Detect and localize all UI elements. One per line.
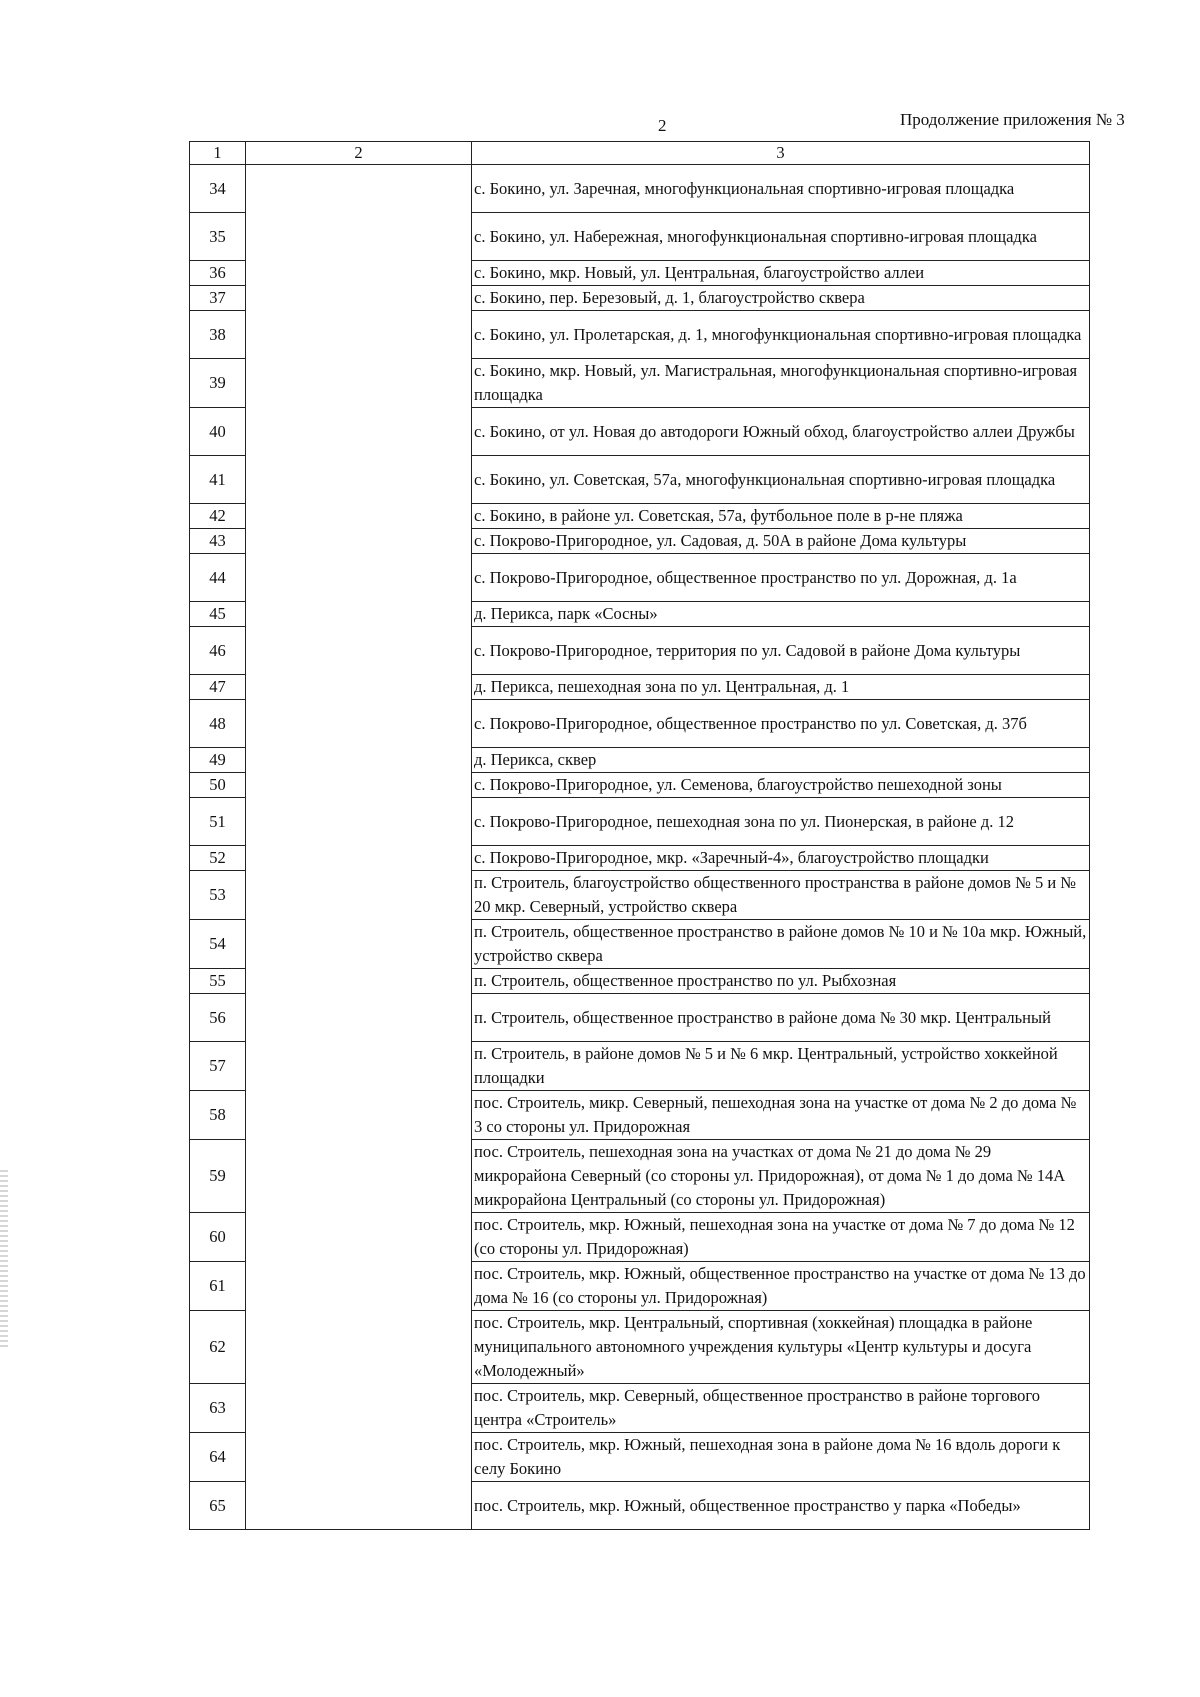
table-row <box>190 1311 1090 1384</box>
row-number: 52 <box>190 846 246 871</box>
empty-cell <box>246 1091 472 1140</box>
object-description: пос. Строитель, микр. Северный, пешеходная зона на участке от дома № 2 до дома № 3 со стороны ул. Придорожная <box>472 1091 1090 1140</box>
row-number: 51 <box>190 798 246 846</box>
row-number: 56 <box>190 994 246 1042</box>
row-number: 65 <box>190 1482 246 1530</box>
table-header-row <box>190 142 1090 165</box>
table-row <box>190 871 1090 920</box>
object-description: с. Бокино, мкр. Новый, ул. Магистральная, многофункциональная спортивно-игровая площадка <box>472 359 1090 408</box>
table-row <box>190 773 1090 798</box>
table-row <box>190 408 1090 456</box>
object-description: пос. Строитель, мкр. Южный, пешеходная зона на участке от дома № 7 до дома № 12 (со стороны ул. Придорожная) <box>472 1213 1090 1262</box>
object-description: с. Бокино, ул. Набережная, многофункциональная спортивно-игровая площадка <box>472 213 1090 261</box>
object-description: д. Перикса, пешеходная зона по ул. Центральная, д. 1 <box>472 675 1090 700</box>
object-description: п. Строитель, общественное пространство по ул. Рыбхозная <box>472 969 1090 994</box>
empty-cell <box>246 773 472 798</box>
table-row <box>190 1433 1090 1482</box>
table-row <box>190 529 1090 554</box>
object-description: п. Строитель, благоустройство общественного пространства в районе домов № 5 и № 20 мкр. Северный, устройство сквера <box>472 871 1090 920</box>
table-row <box>190 1213 1090 1262</box>
table-row <box>190 1262 1090 1311</box>
object-description: с. Бокино, от ул. Новая до автодороги Южный обход, благоустройство аллеи Дружбы <box>472 408 1090 456</box>
table-row <box>190 286 1090 311</box>
table-row <box>190 798 1090 846</box>
object-description: с. Покрово-Пригородное, пешеходная зона по ул. Пионерская, в районе д. 12 <box>472 798 1090 846</box>
table-row <box>190 261 1090 286</box>
row-number: 64 <box>190 1433 246 1482</box>
object-description: п. Строитель, общественное пространство в районе дома № 30 мкр. Центральный <box>472 994 1090 1042</box>
row-number: 60 <box>190 1213 246 1262</box>
empty-cell <box>246 602 472 627</box>
row-number: 59 <box>190 1140 246 1213</box>
empty-cell <box>246 846 472 871</box>
table-row <box>190 675 1090 700</box>
column-header-1: 1 <box>190 142 246 165</box>
object-description: с. Покрово-Пригородное, общественное пространство по ул. Дорожная, д. 1а <box>472 554 1090 602</box>
empty-cell <box>246 1384 472 1433</box>
object-description: пос. Строитель, мкр. Центральный, спортивная (хоккейная) площадка в районе муниципального автономного учреждения культуры «Центр культуры и досуга «Молодежный» <box>472 1311 1090 1384</box>
table-row <box>190 920 1090 969</box>
page-number: 2 <box>658 116 667 135</box>
table-row <box>190 748 1090 773</box>
empty-cell <box>246 311 472 359</box>
row-number: 50 <box>190 773 246 798</box>
row-number: 44 <box>190 554 246 602</box>
object-description: с. Бокино, пер. Березовый, д. 1, благоустройство сквера <box>472 286 1090 311</box>
table-row <box>190 456 1090 504</box>
object-description: пос. Строитель, мкр. Южный, пешеходная зона в районе дома № 16 вдоль дороги к селу Бокино <box>472 1433 1090 1482</box>
row-number: 61 <box>190 1262 246 1311</box>
object-description: с. Бокино, ул. Заречная, многофункциональная спортивно-игровая площадка <box>472 165 1090 213</box>
row-number: 35 <box>190 213 246 261</box>
object-description: д. Перикса, парк «Сосны» <box>472 602 1090 627</box>
empty-cell <box>246 408 472 456</box>
row-number: 48 <box>190 700 246 748</box>
empty-cell <box>246 554 472 602</box>
row-number: 62 <box>190 1311 246 1384</box>
empty-cell <box>246 871 472 920</box>
row-number: 57 <box>190 1042 246 1091</box>
empty-cell <box>246 1042 472 1091</box>
table-row <box>190 1140 1090 1213</box>
row-number: 39 <box>190 359 246 408</box>
table-row <box>190 627 1090 675</box>
row-number: 45 <box>190 602 246 627</box>
object-description: пос. Строитель, пешеходная зона на участках от дома № 21 до дома № 29 микрорайона Северный (со стороны ул. Придорожная), от дома № 1 до дома № 14А микрорайона Центральный (со стороны ул. Придорожная) <box>472 1140 1090 1213</box>
empty-cell <box>246 627 472 675</box>
row-number: 63 <box>190 1384 246 1433</box>
row-number: 41 <box>190 456 246 504</box>
row-number: 47 <box>190 675 246 700</box>
table-row <box>190 969 1090 994</box>
table-row <box>190 1384 1090 1433</box>
empty-cell <box>246 920 472 969</box>
object-description: с. Покрово-Пригородное, ул. Семенова, благоустройство пешеходной зоны <box>472 773 1090 798</box>
object-description: с. Бокино, ул. Пролетарская, д. 1, многофункциональная спортивно-игровая площадка <box>472 311 1090 359</box>
empty-cell <box>246 1433 472 1482</box>
empty-cell <box>246 1262 472 1311</box>
table-row <box>190 311 1090 359</box>
empty-cell <box>246 529 472 554</box>
object-description: с. Бокино, мкр. Новый, ул. Центральная, благоустройство аллеи <box>472 261 1090 286</box>
empty-cell <box>246 1311 472 1384</box>
table-row <box>190 504 1090 529</box>
table-row <box>190 165 1090 213</box>
empty-cell <box>246 359 472 408</box>
table-row <box>190 1091 1090 1140</box>
table-row <box>190 1482 1090 1530</box>
empty-cell <box>246 994 472 1042</box>
object-description: пос. Строитель, мкр. Северный, общественное пространство в районе торгового центра «Строитель» <box>472 1384 1090 1433</box>
row-number: 49 <box>190 748 246 773</box>
object-description: с. Покрово-Пригородное, ул. Садовая, д. 50А в районе Дома культуры <box>472 529 1090 554</box>
table-row <box>190 554 1090 602</box>
column-header-2: 2 <box>246 142 472 165</box>
object-description: с. Бокино, в районе ул. Советская, 57а, футбольное поле в р-не пляжа <box>472 504 1090 529</box>
row-number: 54 <box>190 920 246 969</box>
empty-cell <box>246 798 472 846</box>
row-number: 36 <box>190 261 246 286</box>
row-number: 55 <box>190 969 246 994</box>
empty-cell <box>246 675 472 700</box>
row-number: 42 <box>190 504 246 529</box>
scan-edge-artifact <box>0 1170 8 1350</box>
table-row <box>190 213 1090 261</box>
empty-cell <box>246 1140 472 1213</box>
empty-cell <box>246 286 472 311</box>
object-description: п. Строитель, общественное пространство в районе домов № 10 и № 10а мкр. Южный, устройство сквера <box>472 920 1090 969</box>
object-description: пос. Строитель, мкр. Южный, общественное пространство на участке от дома № 13 до дома № 16 (со стороны ул. Придорожная) <box>472 1262 1090 1311</box>
empty-cell <box>246 1482 472 1530</box>
empty-cell <box>246 700 472 748</box>
empty-cell <box>246 748 472 773</box>
empty-cell <box>246 504 472 529</box>
column-header-3: 3 <box>472 142 1090 165</box>
row-number: 34 <box>190 165 246 213</box>
table-row <box>190 602 1090 627</box>
table-row <box>190 1042 1090 1091</box>
objects-table <box>189 141 1090 1530</box>
object-description: д. Перикса, сквер <box>472 748 1090 773</box>
object-description: пос. Строитель, мкр. Южный, общественное пространство у парка «Победы» <box>472 1482 1090 1530</box>
row-number: 40 <box>190 408 246 456</box>
table-row <box>190 994 1090 1042</box>
object-description: с. Покрово-Пригородное, мкр. «Заречный-4», благоустройство площадки <box>472 846 1090 871</box>
empty-cell <box>246 456 472 504</box>
row-number: 43 <box>190 529 246 554</box>
empty-cell <box>246 165 472 213</box>
object-description: п. Строитель, в районе домов № 5 и № 6 мкр. Центральный, устройство хоккейной площадки <box>472 1042 1090 1091</box>
table-row <box>190 700 1090 748</box>
empty-cell <box>246 213 472 261</box>
object-description: с. Покрово-Пригородное, территория по ул. Садовой в районе Дома культуры <box>472 627 1090 675</box>
row-number: 53 <box>190 871 246 920</box>
row-number: 46 <box>190 627 246 675</box>
empty-cell <box>246 1213 472 1262</box>
row-number: 37 <box>190 286 246 311</box>
empty-cell <box>246 261 472 286</box>
row-number: 38 <box>190 311 246 359</box>
row-number: 58 <box>190 1091 246 1140</box>
appendix-continuation-note: Продолжение приложения № 3 <box>900 110 1125 129</box>
table-row <box>190 846 1090 871</box>
empty-cell <box>246 969 472 994</box>
table-row <box>190 359 1090 408</box>
object-description: с. Бокино, ул. Советская, 57а, многофункциональная спортивно-игровая площадка <box>472 456 1090 504</box>
object-description: с. Покрово-Пригородное, общественное пространство по ул. Советская, д. 37б <box>472 700 1090 748</box>
